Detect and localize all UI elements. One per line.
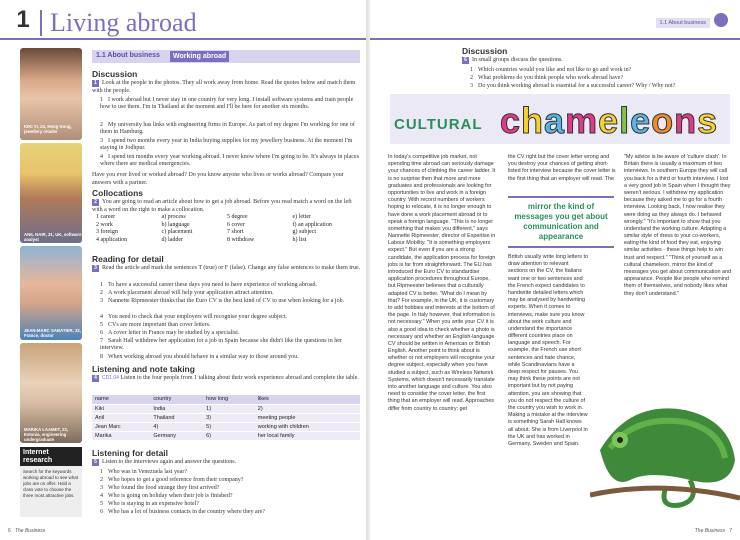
reading-item: 2 A work placement abroad will help your application attract attention.: [100, 290, 274, 296]
column-header: country: [150, 395, 203, 404]
discussion-item: 4 I spend ten months every year working abroad. I never know where I'm going to be. It's always in places where there are medical emergencies.: [100, 154, 359, 168]
table-header-row: [92, 395, 360, 404]
title-letter: n: [674, 100, 698, 141]
reading-item: 6 A cover letter in France may be studied by a specialist.: [100, 330, 240, 336]
title-letter: a: [544, 100, 566, 141]
section-dot-icon: [714, 13, 728, 27]
reading-item: 7 Sarah Hall withdrew her application for a job in Spain because she didn't like the questions in her interview.: [100, 338, 342, 352]
reading-intro: 3 Read the article and mark the sentences T (true) or F (false). Change any false sentences to make them true.: [92, 265, 362, 273]
collocation-row: 1 career a) process 5 degree e) letter: [96, 214, 311, 220]
internet-research-box: [20, 447, 82, 517]
caption-kiki: KIKI YI, 24, Hong Kong, jewellery retailer: [24, 124, 72, 135]
page-number: The Business 7: [694, 528, 732, 534]
discussion-item: 1 Which countries would you like and not like to go and work in?: [470, 67, 632, 73]
table-row: Kiki India 1) 2): [92, 404, 360, 413]
collocations-intro: 2 You are going to read an article about how to get a job abroad. Before you read match a word on the left with a word on the right to make a collocation.: [92, 199, 352, 213]
discussion-heading: Discussion: [92, 69, 138, 79]
discussion-item: 3 Do you think working abroad is essential for a successful career? Why / Why not?: [470, 83, 676, 89]
article-title-word2: [500, 100, 718, 142]
caption-jean-marc: JEAN-MARC SABATIER, 32, France, doctor: [24, 328, 82, 339]
listening-intro: 4 CD1.04 Listen to the four people from 1 talking about their work experience abroad and complete the table.: [92, 375, 362, 383]
question-item: 4 Who is going on holiday when their job is finished?: [100, 493, 233, 499]
header-rule: [0, 38, 367, 40]
title-letter: l: [619, 100, 631, 141]
section-band: [92, 50, 360, 63]
table-row: Jean Marc 4) 5) working with children: [92, 422, 360, 431]
audio-track-label[interactable]: CD1.04: [102, 375, 119, 381]
header-rule: [370, 38, 740, 40]
discussion-item: 2 My university has links with engineering firms in Europe. As part of my degree I'm working for one of them in Hamburg.: [100, 122, 355, 136]
right-page: [370, 0, 740, 540]
discussion-outro: Have you ever lived or worked abroad? Do you know anyone who lives or works abroad? Compare your answers with a partner.: [92, 172, 344, 186]
table-row: Marika Germany 6) her local family: [92, 431, 360, 440]
unit-number: 1: [16, 6, 30, 33]
listening-detail-intro: 5 Listen to the interviews again and answer the questions.: [92, 459, 362, 467]
exercise-number: 1: [92, 80, 99, 87]
collocation-row: 4 application d) ladder 8 withdraw h) list: [96, 236, 307, 243]
title-letter: e: [630, 100, 652, 141]
title-letter: c: [500, 100, 522, 141]
caption-anil: ANIL NAIR, 31, UK, software analyst: [24, 232, 82, 243]
reading-item: 1 To have a successful career these days you need to have experience of working abroad.: [100, 282, 317, 288]
title-letter: h: [521, 100, 545, 141]
article-title-word1: CULTURAL: [394, 116, 483, 133]
question-item: 6 Who has a lot of business contacts in the country where they are?: [100, 509, 265, 515]
column-header: name: [92, 395, 150, 404]
discussion-intro: 6 In small groups discuss the questions.: [462, 57, 732, 65]
article-column-3: "My advice is be aware of 'culture clash'. In Britain there is usually a maximum of two interviews. In southern Europe they will call you back for a third or fourth interview. I lost a very good job in Spain when I thought they weren't serious. I withdrew my application because they asked me to go for a fourth interview. Looking back, I now realise they were doing as they always do. I behaved wrongly." "It's important to show that you understand the working culture. Adapting a similar style of dress to your co-workers, eating the kind of food they eat, enjoying similar activities - these things help to win trust and respect." "Think of yourself as a cultural chameleon, mirror the kind of messages you get about communication and appearance. People like people who remind them of themselves, and nobody likes what they don't understand.": [624, 154, 731, 297]
question-item: 2 Who hopes to get a good reference from their company?: [100, 477, 244, 483]
pull-quote: mirror the kind of messages you get about communication and appearance: [508, 196, 614, 248]
caption-marika: MARIKA LAAMET, 23, Estonia, engineering undergraduate: [24, 427, 69, 443]
title-letter: m: [565, 100, 599, 141]
reading-item: 5 CVs are more important than cover letters.: [100, 322, 211, 328]
section-band-sub: Working abroad: [170, 51, 229, 62]
section-band-label: 1.1 About business: [96, 52, 160, 59]
left-page: [0, 0, 367, 540]
photo-jean-marc: [20, 246, 82, 340]
chameleon-image: [590, 330, 740, 510]
article-column-2a: the CV right but the cover letter wrong and you destroy your chances of getting short-listed for interview because the cover letter is the first thing that an employer will read. The: [508, 154, 616, 182]
discussion-item: 1 I work abroad but I never stay in one country for very long. I install software systems and train people how to use them. I'm in Thailand at the moment and I'll be here for another six months.: [100, 97, 354, 111]
article-column-1: In today's competitive job market, not spending time abroad can seriously damage your chances of climbing the career ladder. It is no surprise then that more and more graduates and professionals are looking for opportunities to live and work in a foreign country. With record numbers of workers hoping to relocate, it is no longer enough to have done a work placement abroad or to speak a foreign language. "This is no longer something that makes you different," says Nannette Ripmeester, director of Expertise in Labour Mobility. "It is something employers expect." But even if you are a strong candidate, the application process for foreign jobs is far from straightforward. The EU has introduced the Euro CV to standardise application procedures throughout Europe, but Ripmeester believes that a culturally adapted CV is better. "What do I mean by that? For example, in the UK, it is customary to add hobbies and interests at the bottom of the page. In Italy however, that information is not necessary." When you write your CV it is also a good idea to check whether a photo is necessary and whether an English-language CV should be written in American or British English. Another point to think about is whether or not employers will recognise your degree subject, especially when you have studied a subject, such as Wireless Network Systems, which doesn't necessarily translate into another language and culture. You also need to consider the cover letter, the first thing that an employer will read. Approaches differ from country to country: get: [388, 154, 496, 412]
listening-heading: Listening and note taking: [92, 364, 195, 374]
question-item: 1 Who was in Venezuela last year?: [100, 469, 188, 475]
collocation-row: 3 foreign c) placement 7 short g) subject: [96, 229, 316, 235]
article-column-2b: British usually write long letters to draw attention to relevant sections on the CV, the Italians want one or two sentences and the French expect candidates to handwrite detailed letters which may be analysed by handwriting experts. When it comes to interviews, make sure you know about the work culture and understand the importance different countries place on language and speech. For example, the French use short sentences and hate chance, while Scandinavians have a deep respect for pauses. You may think these points are not important but by not paying attention, you are showing that you do not respect the culture of the country you wish to work in. Making a mistake at the interview is something Sarah Hall knows all about. She is from Liverpool in the UK and has worked in Germany, Sweden and Spain.: [508, 254, 588, 447]
internet-research-body: Search for the keywords working abroad to see what jobs are on offer. Hold a class vote to choose the three most attractive jobs.: [23, 469, 79, 498]
discussion-item: 3 I spend two months every year in India buying supplies for my jewellery business. At the moment I'm staying in Jodhpur.: [100, 138, 353, 152]
discussion-item: 2 What problems do you think people who work abroad have?: [470, 75, 624, 81]
photo-anil: [20, 143, 82, 243]
internet-research-title: Internet research: [20, 447, 82, 466]
page-number: 6 The Business: [8, 528, 46, 534]
reading-item: 3 Nannette Ripmeester thinks that the Euro CV is the best kind of CV to use when looking for a job.: [100, 298, 345, 304]
section-tag: 1.1 About business: [656, 18, 710, 28]
reading-item: 8 When working abroad you should behave in a similar way to those around you.: [100, 354, 299, 360]
column-header: likes: [255, 395, 360, 404]
table-row: Anil Thailand 3) meeting people: [92, 413, 360, 422]
listening-table: [92, 395, 360, 440]
title-letter: e: [598, 100, 620, 141]
reading-item: 4 You need to check that your employers will recognise your degree subject.: [100, 314, 288, 320]
question-item: 5 Who is staying in an expensive hotel?: [100, 501, 199, 507]
collocations-heading: Collocations: [92, 188, 144, 198]
reading-heading: Reading for detail: [92, 254, 164, 264]
title-letter: o: [651, 100, 675, 141]
column-header: how long: [203, 395, 255, 404]
discussion-intro: 1 Look at the people in the photos. They all work away from home. Read the quotes below and match them with the people.: [92, 80, 356, 94]
discussion-heading: Discussion: [462, 46, 508, 56]
listening-detail-heading: Listening for detail: [92, 448, 169, 458]
collocations-grid: [96, 214, 358, 244]
question-item: 3 Who found the food strange they first arrived?: [100, 485, 220, 491]
unit-title: Living abroad: [50, 8, 197, 37]
header-divider: [40, 10, 42, 36]
title-letter: s: [697, 100, 719, 141]
collocation-row: 2 work b) language 6 cover f) an application: [96, 221, 332, 228]
